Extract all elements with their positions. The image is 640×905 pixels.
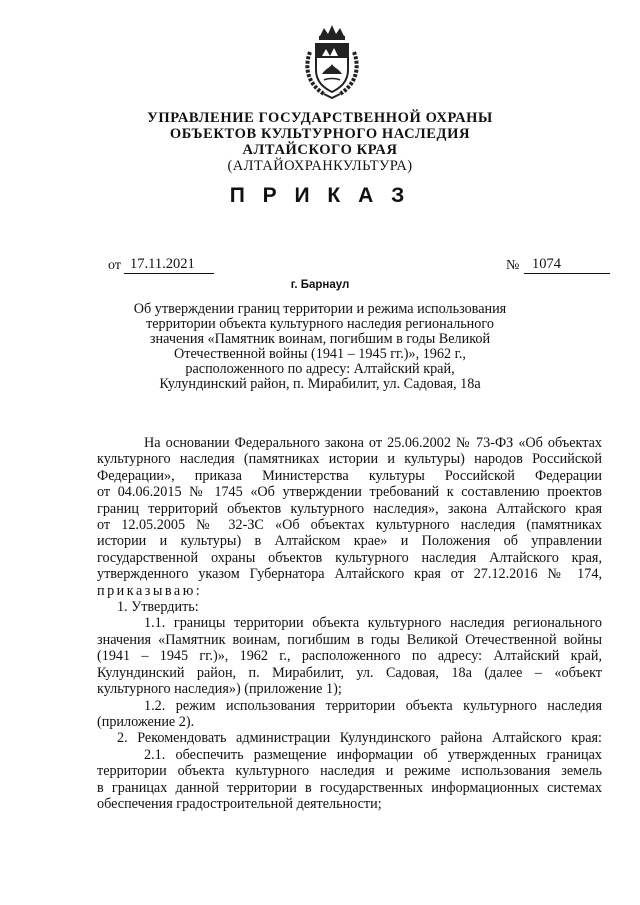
document-title: П Р И К А З xyxy=(229,184,411,207)
body-line: (1941 – 1945 гг.)», 1962 г., расположенного по адресу: Алтайский край, xyxy=(97,648,602,665)
body-line: На основании Федерального закона от 25.06.2002 № 73-ФЗ «Об объектах xyxy=(144,435,602,451)
body-line: Кулундинский район, п. Мирабилит, ул. Садовая, 18а (далее – «объект xyxy=(97,664,602,681)
body-line: 1.1. границы территории объекта культурного наследия регионального xyxy=(144,615,602,632)
document-number: 1074 xyxy=(524,256,610,274)
body-line: Федерации», приказа Министерства культуры Российской Федерации xyxy=(97,467,602,484)
body-line: государственной охраны объектов культурного наследия Алтайского края, xyxy=(97,549,602,566)
date-label: от xyxy=(108,258,121,273)
body-line: истории и культуры) в Алтайском крае» и Положения об управлении xyxy=(97,533,602,550)
subject-line: Отечественной войны (1941 – 1945 гг.)», 1962 г., xyxy=(174,346,466,362)
body-line: 1. Утвердить: xyxy=(117,599,199,616)
org-line-1: УПРАВЛЕНИЕ ГОСУДАРСТВЕННОЙ ОХРАНЫ xyxy=(147,110,493,126)
subject-line: значения «Памятник воинам, погибшим в годы Великой xyxy=(149,331,491,347)
document-date: 17.11.2021 xyxy=(124,256,214,274)
org-line-3: АЛТАЙСКОГО КРАЯ xyxy=(242,142,398,158)
body-line: культурного наследия») (приложение 1); xyxy=(97,681,342,698)
body-line: приказываю: xyxy=(97,582,203,599)
org-line-2: ОБЪЕКТОВ КУЛЬТУРНОГО НАСЛЕДИЯ xyxy=(169,126,471,142)
body-line: значения «Памятник воинам, погибшим в годы Великой Отечественной войны xyxy=(97,631,602,648)
coat-of-arms-icon xyxy=(300,22,364,100)
subject-line: территории объекта культурного наследия регионального xyxy=(146,316,494,332)
body-line: 1.2. режим использования территории объекта культурного наследия xyxy=(144,697,602,714)
city: г. Барнаул xyxy=(290,279,350,291)
body-line: 2.1. обеспечить размещение информации об утвержденных границах xyxy=(144,746,602,763)
body-line: в границах данной территории в государственных информационных системах xyxy=(97,779,602,796)
body-line: утвержденного указом Губернатора Алтайского края от 27.12.2016 № 174, xyxy=(97,566,602,583)
body-line: 2. Рекомендовать администрации Кулундинского района Алтайского края: xyxy=(117,730,602,747)
document-subject xyxy=(130,302,510,392)
subject-line: Кулундинский район, п. Мирабилит, ул. Садовая, 18а xyxy=(159,376,481,392)
org-abbreviation: (АЛТАЙОХРАНКУЛЬТУРА) xyxy=(227,158,413,174)
body-line: границ территорий объектов культурного наследия», закона Алтайского края xyxy=(97,500,602,517)
body-line: от 04.06.2015 № 1745 «Об утверждении требований к составлению проектов xyxy=(97,484,602,501)
subject-line: Об утверждении границ территории и режима использования xyxy=(133,301,507,317)
number-label: № xyxy=(506,258,520,273)
body-line: от 12.05.2005 № 32-ЗС «Об объектах культурного наследия (памятниках xyxy=(97,517,602,534)
organization-name xyxy=(0,110,640,174)
body-line: (приложение 2). xyxy=(97,713,195,730)
body-line: территории объекта культурного наследия и режиме использования земель xyxy=(97,763,602,780)
body-line: обеспечения градостроительной деятельности; xyxy=(97,795,382,812)
body-line: культурного наследия (памятниках истории и культуры) народов Российской xyxy=(97,451,602,468)
document-body xyxy=(97,435,602,812)
subject-line: расположенного по адресу: Алтайский край, xyxy=(185,361,455,377)
